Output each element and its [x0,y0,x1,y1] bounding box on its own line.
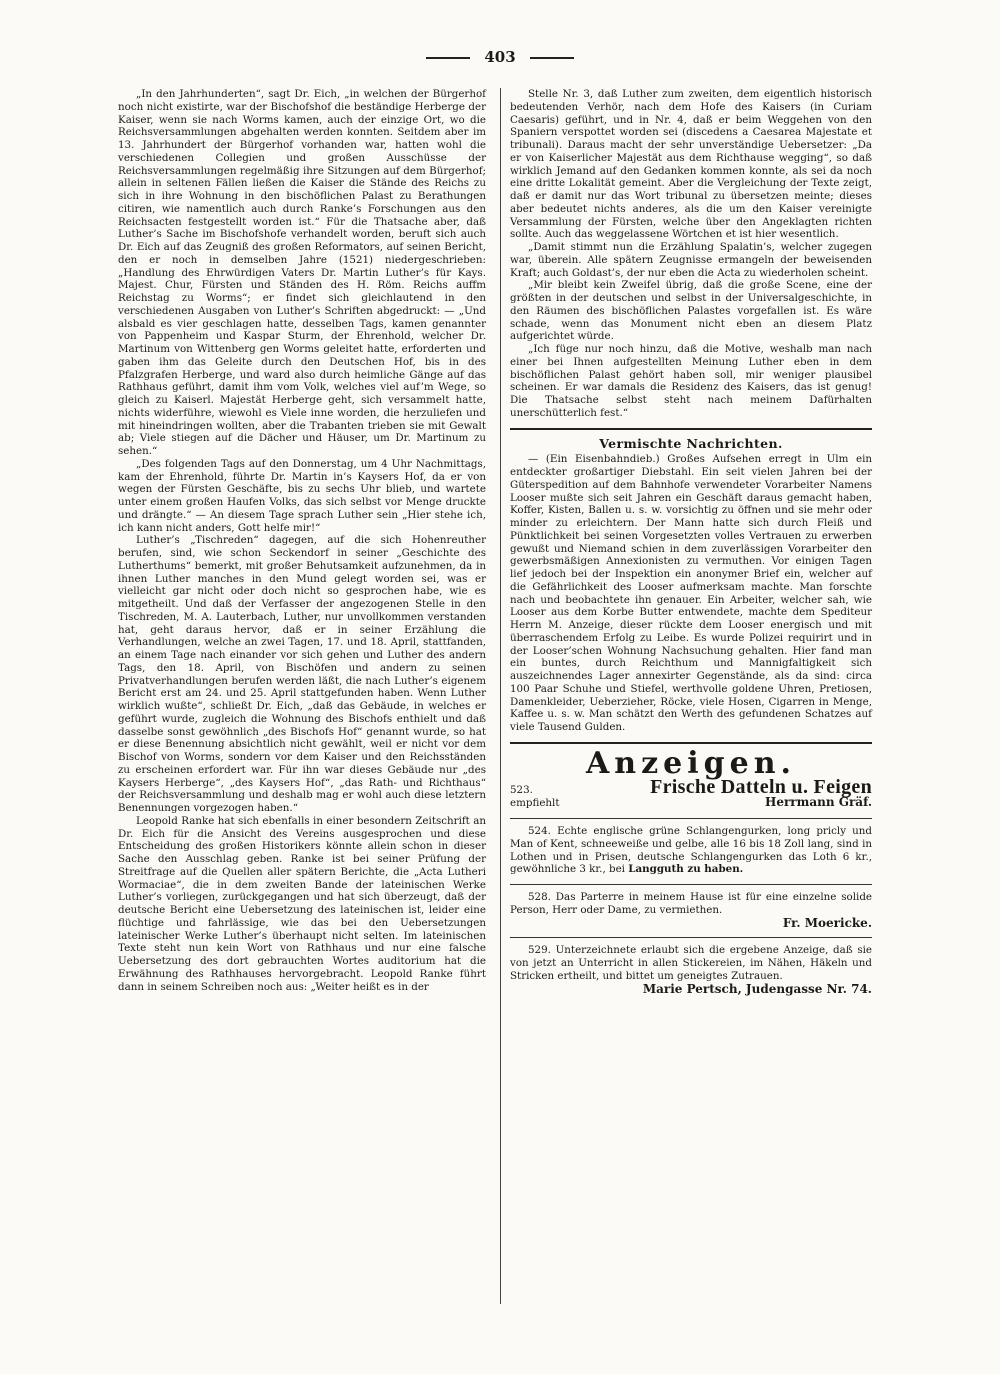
ad-528 [510,891,872,929]
news-paragraph: — (Ein Eisenbahndieb.) Großes Aufsehen erregt in Ulm ein entdeckter großartiger Diebstahl. Ein seit vielen Jahren bei der Güterspedition auf dem Bahnhofe verwendeter Vorarbeiter Namens Looser mußte sich seit Jahren ein Geschäft daraus gemacht haben, Koffer, Kisten, Ballen u. s. w. vorsichtig zu öffnen und sie mehr oder minder zu erleichtern. Der Mann hatte sich durch Fleiß und Pünktlichkeit bei seinen Vorgesetzten volles Vertrauen zu erwerben gewußt und Niemand schien in dem zuverlässigen Vorarbeiter den gewerbsmäßigen Annexionisten zu vermuthen. Vor einigen Tagen lief jedoch bei der Inspektion ein anonymer Brief ein, welcher auf die Gefährlichkeit des Looser aufmerksam machte. Man forschte nach und beobachtete ihn genauer. Ein Arbeiter, welcher sah, wie Looser aus dem Korbe Butter entwendete, machte dem Spediteur Herrn M. Anzeige, dieser rückte dem Looser energisch und mit überraschendem Erfolg zu Leibe. Es wurde Polizei requirirt und in der Looser’schen Wohnung Nachsuchung gehalten. Hier fand man ein buntes, durch Reichthum und Mannigfaltigkeit sich auszeichnendes Lager annexirter Gegenstände, als da sind: circa 100 Paar Schuhe und Stiefel, werthvolle goldene Uhren, Pretiosen, Damenkleider, Ueberzieher, Röcke, viele Hosen, Cigarren in Menge, Kaffee u. s. w. Man schätzt den Werth des gefundenen Schatzes auf viele Tausend Gulden. [510,453,872,733]
page-number: 403 [0,48,1000,66]
ad-signature: Fr. Moericke. [782,915,872,930]
article-paragraph: Luther’s „Tischreden“ dagegen, auf die sich Hohenreuther berufen, sind, wie schon Seckendorf in seiner „Geschichte des Lutherthums“ bemerkt, mit großer Behutsamkeit aufzunehmen, da in ihnen Luther manches in den Mund gelegt worden sei, was er vielleicht gar nicht oder doch nicht so gesprochen habe, wie es mitgetheilt. Und daß der Verfasser der angezogenen Stelle in den Tischreden, M. A. Lauterbach, Luther, nur unvollkommen verstanden hat, geht daraus hervor, daß er in seiner Erzählung die Verhandlungen, welche an zwei Tagen, 17. und 18. April, stattfanden, an einem Tage nach einander vor sich gehen und Luther des andern Tags, den 18. April, von Bischöfen und andern zu seinen Privatverhandlungen berufen werden läßt, die nach Luther’s eigenem Bericht erst am 24. und 25. April stattgefunden haben. Wenn Luther wirklich wußte“, schließt Dr. Eich, „daß das Gebäude, in welches er geführt wurde, zugleich die Wohnung des Bischofs enthielt und daß dasselbe sonst gewöhnlich „des Bischofs Hof“ genannt wurde, so hat er diese Benennung absichtlich nicht gewählt, weil er nicht vor dem Bischof von Worms, sondern vor dem Kaiser und den Reichsständen zu erscheinen erfordert war. Für ihn war dieses Gebäude nur „des Kaysers Herberge“, „des Kaysers Hof“, „das Rath- und Richthaus“ der Reichsversammlung und deshalb mag er wohl auch diese letztern Benennungen vorgezogen haben.“ [118,534,486,814]
ad-number: 524. [528,825,551,837]
ad-lead: empfiehlt [510,797,560,810]
article-paragraph: „Damit stimmt nun die Erzählung Spalatin’s, welcher zugegen war, überein. Alle spätern Zeugnisse ermangeln der beweisenden Kraft; auch Goldast’s, der nur eben die Acta zu wiederholen scheint. [510,241,872,279]
news-section-title: Vermischte Nachrichten. [599,435,783,451]
column-divider [500,88,501,1304]
ad-text: Echte englische grüne Schlangengurken, long pricly und Man of Kent, schneeweiße und gelbe, alle 16 bis 18 Zoll lang, sind in Lothen und in Prisen, deutsche Schlangengurken das Loth 6 kr., gewöhnliche 3 kr., bei [510,825,872,876]
ad-529 [510,944,872,995]
article-paragraph: „Ich füge nur noch hinzu, daß die Motive, weshalb man nach einer bei Ihnen aufgestellten Meinung Luther eben in dem bischöflichen Palast gehört haben soll, mir weniger plausibel scheinen. Er war damals die Residenz des Kaisers, das ist genug! Die Thatsache selbst steht nach meinem Dafürhalten unerschütterlich fest.“ [510,343,872,419]
ad-signature: Langguth zu haben. [628,863,744,876]
right-column [510,88,872,1001]
ad-signature: Herrmann Gräf. [765,795,872,810]
ad-number: 529. [528,944,551,957]
article-paragraph: Stelle Nr. 3, daß Luther zum zweiten, dem eigentlich historisch bedeutenden Verhör, nach dem Hofe des Kaisers (in Curiam Caesaris) geführt, und in Nr. 4, daß er beim Weggehen von den Spaniern verspottet worden sei (discedens a Caesarea Majestate et tribunali). Daraus macht der sehr unverständige Uebersetzer: „Da er von Kaiserlicher Majestät aus dem Richthause wegging“, so daß wirklich Jemand auf den Gedanken kommen konnte, als sei da noch eine dritte Lokalität gemeint. Aber die Vergleichung der Texte zeigt, daß er damit nur das Wort tribunal zu übersetzen meinte; dieses aber bedeutet nichts anderes, als die um den Kaiser vereinigte Versammlung der Fürsten, welche über den Angeklagten richten sollte. Auch das weggelassene Wörtchen et ist hier wesentlich. [510,88,872,241]
ad-text: Unterzeichnete erlaubt sich die ergebene Anzeige, daß sie von jetzt an Unterricht in allen Stickereien, im Nähen, Häkeln und Stricken ertheilt, und bittet um geneigtes Zutrauen. [510,944,872,982]
ad-rule [510,937,872,938]
ad-headline: Frische Datteln u. Feigen [650,775,872,798]
ad-number: 523. [510,783,533,796]
ads-section-title: Anzeigen. [586,745,796,781]
article-paragraph: „Des folgenden Tags auf den Donnerstag, um 4 Uhr Nachmittags, kam der Ehrenhold, führte Dr. Martin in’s Kaysers Hof, da er von wegen der Fürsten Geschäfte, bis zu sechs Uhr blieb, und wartete unter einem großen Haufen Volks, das sich selbst vor Menge druckte und drängte.“ — An diesem Tage sprach Luther sein „Hier stehe ich, ich kann nicht anders, Gott helfe mir!“ [118,457,486,534]
ad-text: Das Parterre in meinem Hause ist für eine einzelne solide Person, Herr oder Dame, zu vermiethen. [510,891,873,916]
article-paragraph: „In den Jahrhunderten“, sagt Dr. Eich, „in welchen der Bürgerhof noch nicht existirte, war der Bischofshof die beständige Herberge der Kaiser, wenn sie nach Worms kamen, auch der einzige Ort, wo die Reichsversammlungen abgehalten werden konnten. Seitdem aber im 13. Jahrhundert der Bürgerhof vorhanden war, hatten wohl die verschiedenen Collegien und großen Ausschüsse der Reichsversammlungen regelmäßig ihre Sitzungen auf dem Bürgerhof; allein in seltenen Fällen ließen die Kaiser die Stände des Reichs zu sich in ihre Wohnung in den bischöflichen Palast zu Berathungen citiren, wie namentlich auch durch Ranke’s Forschungen aus den Reichsacten festgestellt worden ist.“ Für die Thatsache aber, daß Luther’s Sache im Bischofshofe verhandelt worden, beruft sich auch Dr. Eich auf das Zeugniß des großen Reformators, auf seinen Bericht, den er noch in demselben Jahre (1521) niedergeschrieben: „Handlung des Ehrwürdigen Vaters Dr. Martin Luther’s für Kays. Majest. Chur, Fürsten und Ständen des H. Röm. Reichs auffm Reichstag zu Worms“; er findet sich gleichlautend in den verschiedenen Ausgaben von Luther’s Schriften abgedruckt: — „Und alsbald es vier geschlagen hatte, desselben Tags, kamen genannter von Pappenheim und Kaspar Sturm, der Ehrenhold, welcher Dr. Martinum von Wittenberg gen Worms geleitet hatte, erforderten und gaben ihm das Geleite durch den Deutschen Hof, bis in des Pfalzgrafen Herberge, und ward also durch heimliche Gänge auf das Rathhaus geführt, damit ihm vom Volk, welches viel auf’m Wege, so gleich zu Kaiserl. Majestät Herberge geht, sich versammelt hatte, nichts widerführe, wiewohl es Viele inne worden, die herzuliefen und mit hineindringen wollten, aber die Trabanten trieben sie mit Gewalt ab; Viele stiegen auf die Dächer und Häuser, um Dr. Martinum zu sehen.“ [118,88,486,457]
ad-signature: Marie Pertsch, Judengasse Nr. 74. [642,981,872,996]
article-paragraph: „Mir bleibt kein Zweifel übrig, daß die große Scene, eine der größten in der deutschen und selbst in der Universalgeschichte, in den Räumen des bischöflichen Palastes vorgefallen ist. Es wäre schade, wenn das Monument nicht eben an diesem Platz aufgerichtet würde. [510,279,872,343]
ad-524 [510,825,872,876]
article-paragraph: Leopold Ranke hat sich ebenfalls in einer besondern Zeitschrift an Dr. Eich für die Ansicht des Vereins ausgesprochen und diese Entscheidung des großen Historikers könnte allein schon in dieser Sache den Ausschlag geben. Ranke ist bei seiner Prüfung der Streitfrage auf die Quellen aller spätern Berichte, die „Acta Lutheri Wormaciae“, die in dem zweiten Bande der lateinischen Werke Luther’s vorliegen, zurückgegangen und hat sich überzeugt, daß der deutsche Bericht eine Uebersetzung des lateinischen ist, leider eine flüchtige und fahrlässige, wie das bei den Uebersetzungen lateinischer Werke Luther’s überhaupt nicht selten. Im lateinischen Texte steht nun kein Wort von Rathhaus und nur eine falsche Uebersetzung des dort gebrauchten Wortes auditorium hat die Erwähnung des Rathhauses hervorgebracht. Leopold Ranke führt dann in seinem Schreiben noch aus: „Weiter heißt es in der [118,814,486,993]
section-rule [510,428,872,430]
ad-rule [510,818,872,819]
section-rule [510,742,872,744]
ad-523 [510,775,872,811]
left-column [118,88,486,993]
ad-rule [510,884,872,885]
ad-number: 528. [528,891,551,903]
